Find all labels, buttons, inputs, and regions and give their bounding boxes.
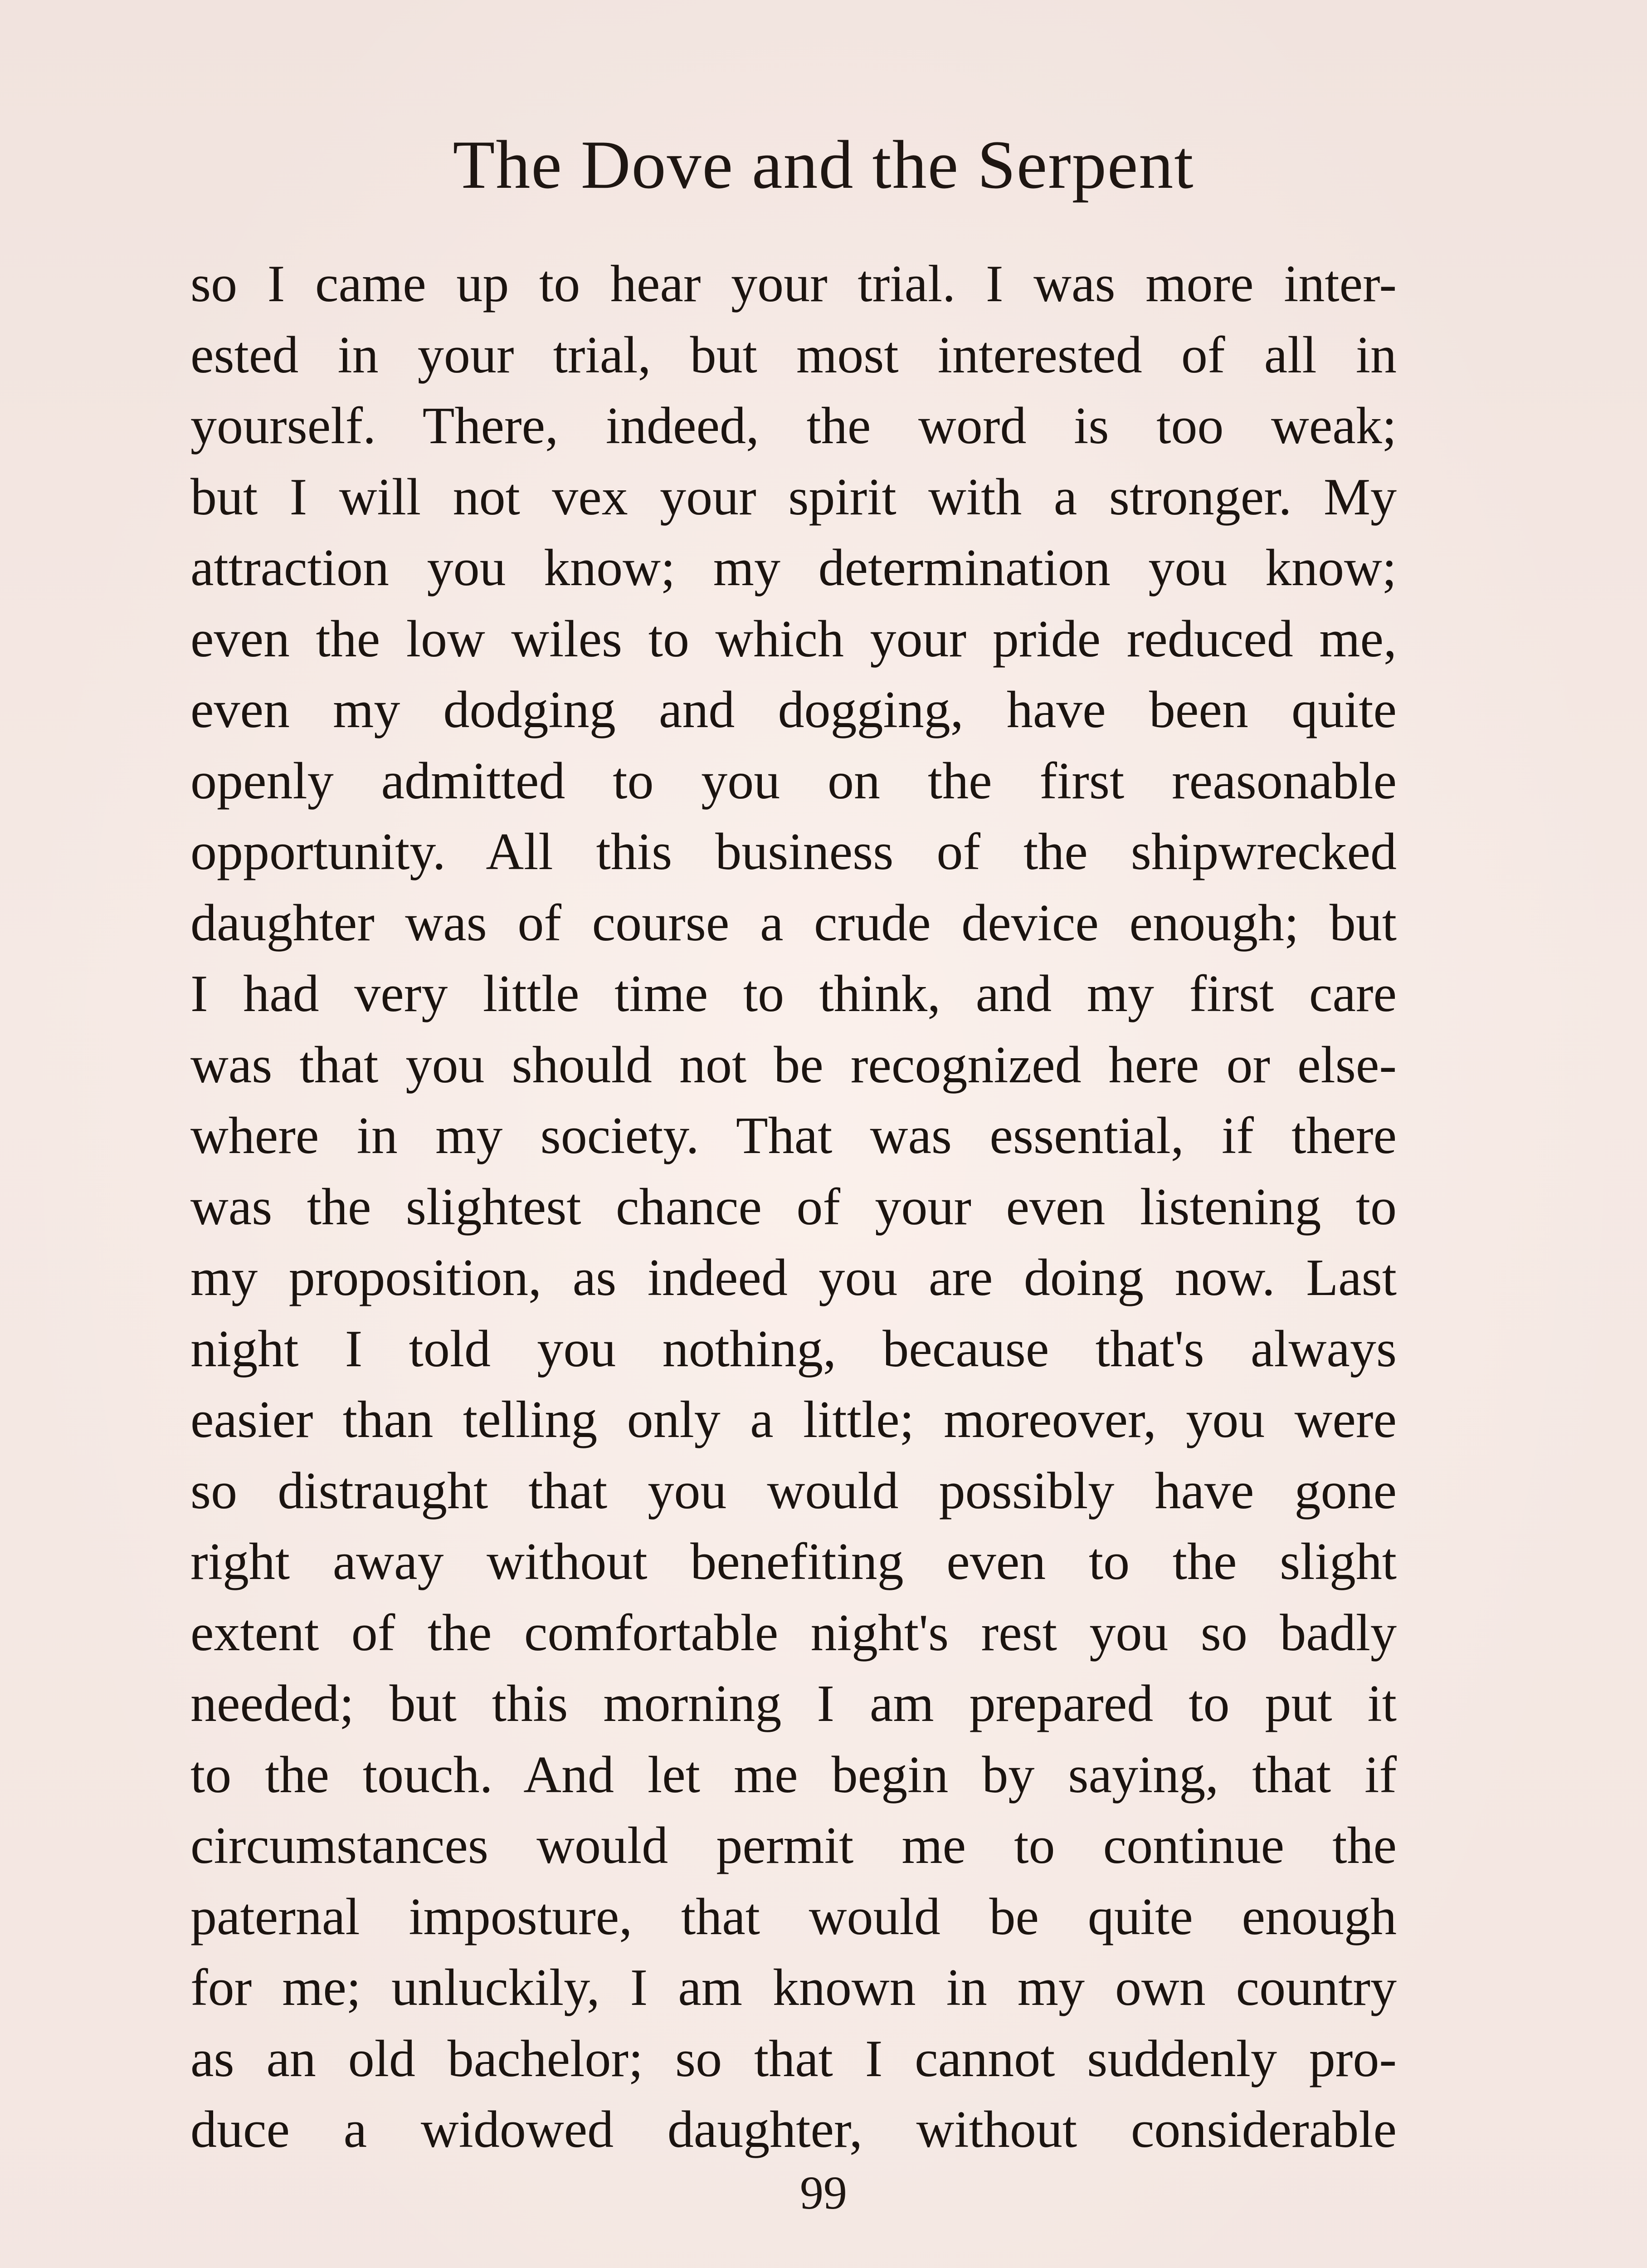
text-line: but I will not vex your spirit with a stronger. My	[190, 468, 1397, 526]
text-line: night I told you nothing, because that's always	[190, 1320, 1397, 1378]
text-line: was the slightest chance of your even listening to	[190, 1178, 1397, 1236]
text-line: extent of the comfortable night's rest you so badly	[190, 1603, 1397, 1662]
text-line: paternal imposture, that would be quite enough	[190, 1887, 1397, 1946]
running-head: The Dove and the Serpent	[453, 127, 1194, 203]
text-line: openly admitted to you on the first reasonable	[190, 752, 1397, 810]
text-line: easier than telling only a little; moreover, you were	[190, 1391, 1397, 1449]
text-line: right away without benefiting even to the slight	[190, 1533, 1397, 1591]
text-line: was that you should not be recognized here or else-	[190, 1036, 1397, 1094]
text-line: so I came up to hear your trial. I was more inter-	[190, 255, 1397, 313]
text-line: I had very little time to think, and my first care	[190, 965, 1397, 1023]
text-line: yourself. There, indeed, the word is too weak;	[190, 397, 1397, 455]
text-line: attraction you know; my determination you know;	[190, 539, 1397, 597]
text-line: even the low wiles to which your pride reduced me,	[190, 610, 1397, 668]
text-line: daughter was of course a crude device enough; but	[190, 894, 1397, 952]
text-line: as an old bachelor; so that I cannot suddenly pro-	[190, 2029, 1397, 2088]
text-line: for me; unluckily, I am known in my own country	[190, 1959, 1397, 2017]
text-line: so distraught that you would possibly have gone	[190, 1461, 1397, 1520]
text-line: ested in your trial, but most interested of all in	[190, 326, 1397, 384]
body-text	[190, 249, 1397, 2165]
page-number: 99	[800, 2167, 847, 2219]
text-line: opportunity. All this business of the shipwrecked	[190, 823, 1397, 881]
text-line: to the touch. And let me begin by saying, that if	[190, 1745, 1397, 1804]
text-line: where in my society. That was essential, if there	[190, 1107, 1397, 1165]
text-line: duce a widowed daughter, without considerable	[190, 2101, 1397, 2159]
text-line: circumstances would permit me to continue the	[190, 1817, 1397, 1875]
text-line: even my dodging and dogging, have been quite	[190, 681, 1397, 739]
text-line: needed; but this morning I am prepared to put it	[190, 1675, 1397, 1733]
text-line: my proposition, as indeed you are doing now. Last	[190, 1249, 1397, 1307]
